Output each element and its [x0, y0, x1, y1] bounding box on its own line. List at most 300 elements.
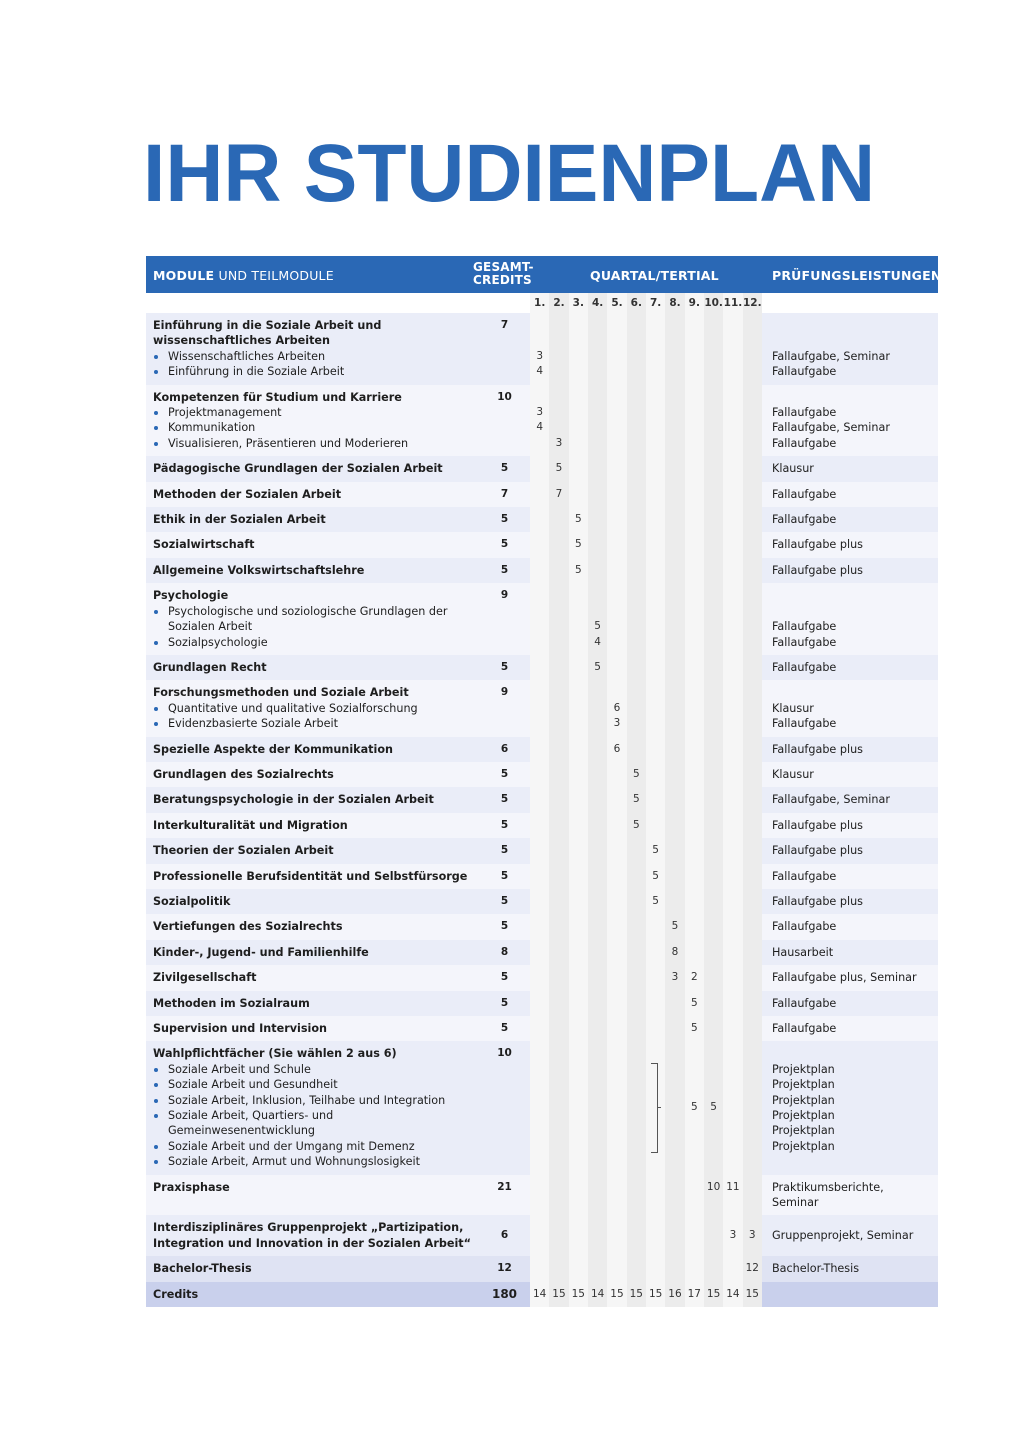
quarter-cell-12 — [743, 813, 762, 838]
spacer — [743, 1139, 762, 1154]
quarter-cell-1 — [530, 1041, 549, 1174]
quarter-credit: 4 — [536, 365, 543, 378]
spacer — [646, 635, 665, 650]
quarter-total: 17 — [685, 1282, 704, 1307]
quarter-cell-5 — [607, 813, 626, 838]
header-exams: PRÜFUNGSLEISTUNGEN — [772, 268, 942, 283]
module-name-cell — [146, 655, 479, 680]
spacer — [569, 1077, 588, 1092]
quarter-cell-4 — [588, 940, 607, 965]
quarter-cell-11 — [723, 1041, 742, 1174]
module-row — [146, 532, 938, 557]
quarter-cell-2 — [549, 532, 568, 557]
spacer — [723, 390, 742, 405]
module-exam: Fallaufgabe plus — [772, 563, 863, 577]
quarter-cell-8 — [665, 965, 684, 990]
header-modules-rest: UND TEILMODULE — [214, 268, 334, 283]
spacer — [743, 685, 762, 700]
spacer — [530, 588, 549, 603]
quarter-cell-3 — [569, 838, 588, 863]
spacer — [627, 420, 646, 435]
quarter-cell-7 — [646, 737, 665, 762]
quarter-cell-2 — [549, 914, 568, 939]
spacer — [723, 619, 742, 634]
quarter-cell-7 — [646, 864, 665, 889]
quarter-label: 8. — [665, 293, 684, 313]
quarter-cell-9 — [685, 914, 704, 939]
spacer — [723, 364, 742, 379]
spacer — [723, 1123, 742, 1138]
quarter-cell-12 — [743, 385, 762, 457]
submodule-name: Evidenzbasierte Soziale Arbeit — [153, 716, 472, 731]
spacer — [607, 436, 626, 451]
quarter-cell-8 — [665, 655, 684, 680]
spacer — [627, 1093, 646, 1108]
quarter-cell-8 — [665, 1041, 684, 1174]
quarter-total: 15 — [549, 1282, 568, 1307]
module-exam-cell — [762, 864, 938, 889]
module-row — [146, 558, 938, 583]
quarter-cell-10 — [704, 762, 723, 787]
spacer — [627, 436, 646, 451]
quarter-cell-6 — [627, 583, 646, 655]
module-credits: 12 — [479, 1256, 530, 1281]
quarter-cell-10 — [704, 1215, 723, 1256]
quarter-cell-3 — [569, 482, 588, 507]
quarter-cell-2 — [549, 940, 568, 965]
quarter-cell-11 — [723, 1175, 742, 1216]
quarter-cell-1 — [530, 940, 549, 965]
spacer — [549, 1046, 568, 1061]
quarter-cell-12 — [743, 864, 762, 889]
module-exam-cell — [762, 762, 938, 787]
quarter-cell-11 — [723, 914, 742, 939]
spacer — [607, 1139, 626, 1154]
table-body — [146, 293, 938, 1307]
quarter-cell-9 — [685, 1256, 704, 1281]
quarter-cell-8 — [665, 787, 684, 812]
quarter-credit: 5 — [652, 869, 659, 882]
module-credits: 10 — [479, 385, 530, 457]
spacer — [704, 436, 723, 451]
quarter-cell-11 — [723, 482, 742, 507]
totals-credits: 180 — [479, 1282, 530, 1307]
study-plan-table — [146, 256, 942, 1307]
spacer — [665, 318, 684, 333]
quarter-cell-6 — [627, 1175, 646, 1216]
spacer — [549, 701, 568, 716]
spacer — [685, 420, 704, 435]
spacer — [549, 1123, 568, 1138]
submodule-exam: Fallaufgabe, Seminar — [772, 421, 890, 435]
quarter-cell-6 — [627, 456, 646, 481]
spacer — [646, 716, 665, 731]
spacer — [569, 364, 588, 379]
module-row — [146, 813, 938, 838]
quarter-cell-8 — [665, 762, 684, 787]
quarter-cell-12 — [743, 583, 762, 655]
quarter-cell-6 — [627, 965, 646, 990]
quarter-cell-11 — [723, 456, 742, 481]
module-quarters — [530, 864, 762, 889]
quarter-cell-5 — [607, 655, 626, 680]
quarter-cell-7 — [646, 965, 665, 990]
quarter-cell-5 — [607, 940, 626, 965]
quarter-cell-11 — [723, 991, 742, 1016]
spacer — [685, 349, 704, 364]
spacer — [569, 716, 588, 731]
module-exam: Fallaufgabe — [772, 660, 837, 674]
quarter-label: 7. — [646, 293, 665, 313]
module-exam: Hausarbeit — [772, 945, 834, 959]
spacer — [723, 318, 742, 333]
quarter-cell-12 — [743, 914, 762, 939]
quarter-cell-3 — [569, 1175, 588, 1216]
quarter-cell-9 — [685, 737, 704, 762]
spacer — [607, 318, 626, 333]
spacer — [588, 1108, 607, 1123]
submodule-name: Wissenschaftliches Arbeiten — [153, 349, 472, 364]
spacer — [723, 1046, 742, 1061]
quarter-cell-4 — [588, 914, 607, 939]
quarter-cell-1 — [530, 1016, 549, 1041]
quarter-cell-7 — [646, 1256, 665, 1281]
module-exam: Fallaufgabe plus — [772, 742, 863, 756]
module-name-cell — [146, 1016, 479, 1041]
module-credits: 21 — [479, 1175, 530, 1216]
spacer — [704, 364, 723, 379]
quarter-cell-6 — [627, 507, 646, 532]
quarter-cell-12 — [743, 787, 762, 812]
module-title: Interkulturalität und Migration — [153, 818, 348, 832]
quarter-total: 15 — [704, 1282, 723, 1307]
module-quarters — [530, 889, 762, 914]
spacer — [665, 1093, 684, 1108]
quarter-cell-12 — [743, 507, 762, 532]
quarter-cell-2 — [549, 1016, 568, 1041]
module-row — [146, 1175, 938, 1216]
spacer — [743, 1077, 762, 1092]
quarter-cell-3 — [569, 655, 588, 680]
module-quarters — [530, 385, 762, 457]
quarter-cell-10 — [704, 558, 723, 583]
spacer — [588, 333, 607, 348]
quarter-cell-1 — [530, 864, 549, 889]
module-name-cell — [146, 558, 479, 583]
spacer — [530, 390, 549, 405]
quarter-cell-11 — [723, 737, 742, 762]
totals-quarters — [530, 1282, 762, 1307]
submodule-name: Einführung in die Soziale Arbeit — [153, 364, 472, 379]
module-row — [146, 313, 938, 385]
quarter-credit: 5 — [574, 513, 582, 526]
quarter-cell-12 — [743, 532, 762, 557]
quarter-cell-12 — [743, 558, 762, 583]
module-exam-cell — [762, 813, 938, 838]
quarter-cell-10 — [704, 313, 723, 385]
spacer — [549, 685, 568, 700]
module-name-cell — [146, 1175, 479, 1216]
module-title: Zivilgesellschaft — [153, 971, 257, 985]
quarter-cell-7 — [646, 1175, 665, 1216]
submodule-exam: Projektplan — [772, 1124, 835, 1138]
quarter-cell-4 — [588, 1016, 607, 1041]
quarter-cell-4 — [588, 1215, 607, 1256]
spacer — [704, 635, 723, 650]
module-quarters — [530, 787, 762, 812]
quarter-cell-3 — [569, 313, 588, 385]
numrow-blank — [762, 293, 938, 313]
spacer — [549, 405, 568, 420]
quarter-cell-5 — [607, 507, 626, 532]
module-credits: 5 — [479, 456, 530, 481]
spacer — [627, 685, 646, 700]
module-row — [146, 914, 938, 939]
module-exam-cell — [762, 655, 938, 680]
quarter-cell-7 — [646, 583, 665, 655]
module-name-cell — [146, 507, 479, 532]
quarter-cell-11 — [723, 838, 742, 863]
spacer — [685, 635, 704, 650]
quarter-cell-6 — [627, 940, 646, 965]
quarter-cell-6 — [627, 655, 646, 680]
module-title: Theorien der Sozialen Arbeit — [153, 844, 334, 858]
module-exam-cell — [762, 532, 938, 557]
module-quarters — [530, 482, 762, 507]
quarter-cell-2 — [549, 385, 568, 457]
quarter-label: 2. — [549, 293, 568, 313]
spacer — [607, 405, 626, 420]
quarter-cell-11 — [723, 655, 742, 680]
quarter-cell-9 — [685, 965, 704, 990]
submodule-exam: Projektplan — [772, 1062, 835, 1076]
spacer — [646, 436, 665, 451]
quarter-cell-7 — [646, 482, 665, 507]
module-credits: 9 — [479, 583, 530, 655]
module-exam-cell — [762, 1215, 938, 1256]
header-credits-line2: CREDITS — [473, 273, 532, 287]
spacer — [588, 405, 607, 420]
module-row — [146, 482, 938, 507]
module-title: Professionelle Berufsidentität und Selbstfürsorge — [153, 869, 468, 883]
spacer — [723, 1077, 742, 1092]
quarter-cell-4 — [588, 991, 607, 1016]
quarter-cell-2 — [549, 965, 568, 990]
module-exam-cell — [762, 456, 938, 481]
spacer — [549, 1062, 568, 1077]
submodule-name: Quantitative und qualitative Sozialforschung — [153, 701, 472, 716]
quarter-cell-3 — [569, 864, 588, 889]
spacer — [743, 1108, 762, 1123]
quarter-credit: 3 — [613, 717, 621, 730]
module-exam-cell — [762, 991, 938, 1016]
quarter-cell-3 — [569, 1215, 588, 1256]
quarter-credit: 5 — [594, 620, 601, 633]
module-row — [146, 1256, 938, 1281]
quarter-credit: 3 — [555, 436, 563, 449]
module-credits: 5 — [479, 655, 530, 680]
quarter-cell-8 — [665, 1175, 684, 1216]
module-quarters — [530, 940, 762, 965]
quarter-cell-1 — [530, 1215, 549, 1256]
quarter-cell-11 — [723, 532, 742, 557]
quarter-credit: 5 — [652, 844, 659, 857]
quarter-cell-1 — [530, 680, 549, 736]
module-exam: Fallaufgabe — [772, 487, 837, 501]
spacer — [665, 1123, 684, 1138]
submodule-exam: Fallaufgabe — [772, 620, 837, 634]
spacer — [627, 588, 646, 603]
spacer — [588, 390, 607, 405]
quarter-cell-9 — [685, 456, 704, 481]
quarter-cell-3 — [569, 583, 588, 655]
spacer — [627, 364, 646, 379]
module-credits: 5 — [479, 838, 530, 863]
spacer — [665, 349, 684, 364]
module-exam-cell — [762, 507, 938, 532]
module-quarters — [530, 507, 762, 532]
spacer — [665, 420, 684, 435]
spacer — [723, 333, 742, 348]
spacer — [743, 635, 762, 650]
quarter-cell-12 — [743, 940, 762, 965]
submodule-exam: Fallaufgabe — [772, 406, 837, 420]
spacer — [685, 364, 704, 379]
quarter-cell-7 — [646, 940, 665, 965]
submodule-exam: Fallaufgabe — [772, 436, 837, 450]
quarter-cell-12 — [743, 991, 762, 1016]
module-exam: Klausur — [772, 767, 814, 781]
quarter-cell-8 — [665, 680, 684, 736]
spacer — [627, 390, 646, 405]
quarter-cell-2 — [549, 507, 568, 532]
quarter-cell-8 — [665, 1256, 684, 1281]
quarter-cell-1 — [530, 889, 549, 914]
submodule-name: Soziale Arbeit und Schule — [153, 1062, 472, 1077]
quarter-cell-3 — [569, 914, 588, 939]
spacer — [588, 420, 607, 435]
module-credits: 6 — [479, 1215, 530, 1256]
spacer — [685, 318, 704, 333]
spacer — [588, 1123, 607, 1138]
quarter-cell-9 — [685, 787, 704, 812]
spacer — [530, 1062, 549, 1077]
quarter-cell-6 — [627, 385, 646, 457]
quarter-label: 5. — [607, 293, 626, 313]
spacer — [607, 1093, 626, 1108]
spacer — [646, 318, 665, 333]
quarter-label: 10. — [704, 293, 723, 313]
spacer — [723, 1108, 742, 1123]
quarter-cell-9 — [685, 889, 704, 914]
table-header — [146, 256, 942, 293]
submodule-name: Soziale Arbeit, Quartiers- und Gemeinwesenentwicklung — [153, 1108, 472, 1139]
quarter-cell-2 — [549, 991, 568, 1016]
module-exam-cell — [762, 313, 938, 385]
quarter-cell-3 — [569, 507, 588, 532]
quarter-cell-11 — [723, 313, 742, 385]
quarter-cell-5 — [607, 762, 626, 787]
numrow-blank — [146, 293, 479, 313]
module-exam-cell — [762, 385, 938, 457]
quarter-label: 6. — [627, 293, 646, 313]
quarter-cell-10 — [704, 914, 723, 939]
quarter-cell-4 — [588, 1256, 607, 1281]
spacer — [665, 1139, 684, 1154]
spacer — [723, 436, 742, 451]
spacer — [646, 390, 665, 405]
module-title: Einführung in die Soziale Arbeit und wissenschaftliches Arbeiten — [153, 319, 382, 348]
quarter-cell-3 — [569, 965, 588, 990]
quarter-cell-7 — [646, 507, 665, 532]
quarter-cell-11 — [723, 680, 742, 736]
quarter-cell-4 — [588, 737, 607, 762]
spacer — [588, 1093, 607, 1108]
quarter-cell-5 — [607, 482, 626, 507]
spacer — [569, 1062, 588, 1077]
quarter-cell-4 — [588, 507, 607, 532]
spacer — [549, 588, 568, 603]
quarter-cell-3 — [569, 558, 588, 583]
quarter-cell-8 — [665, 558, 684, 583]
module-exam: Fallaufgabe plus — [772, 894, 863, 908]
quarter-cell-1 — [530, 914, 549, 939]
quarter-cell-12 — [743, 313, 762, 385]
quarter-credit: 5 — [555, 462, 563, 475]
module-quarters — [530, 965, 762, 990]
module-credits: 5 — [479, 914, 530, 939]
spacer — [723, 701, 742, 716]
module-credits: 5 — [479, 532, 530, 557]
spacer — [569, 333, 588, 348]
quarter-cell-3 — [569, 813, 588, 838]
quarter-cell-8 — [665, 1215, 684, 1256]
module-row — [146, 787, 938, 812]
quarter-cell-8 — [665, 507, 684, 532]
spacer — [646, 364, 665, 379]
quarter-cell-4 — [588, 313, 607, 385]
spacer — [569, 635, 588, 650]
quarter-cell-7 — [646, 532, 665, 557]
quarter-cell-11 — [723, 1256, 742, 1281]
spacer — [549, 604, 568, 619]
spacer — [772, 390, 928, 405]
module-exam: Bachelor-Thesis — [772, 1262, 860, 1276]
quarter-cell-4 — [588, 583, 607, 655]
module-name-cell — [146, 1215, 479, 1256]
quarter-total: 14 — [588, 1282, 607, 1307]
quarter-cell-10 — [704, 1016, 723, 1041]
elective-quarter-credit: 5 — [710, 1101, 717, 1114]
module-quarters — [530, 914, 762, 939]
module-exam-cell — [762, 787, 938, 812]
module-exam-cell — [762, 680, 938, 736]
quarter-cell-3 — [569, 1016, 588, 1041]
spacer — [646, 333, 665, 348]
totals-label: Credits — [146, 1282, 479, 1307]
module-title: Beratungspsychologie in der Sozialen Arbeit — [153, 793, 434, 807]
module-row — [146, 507, 938, 532]
module-exam-cell — [762, 838, 938, 863]
quarter-cell-7 — [646, 558, 665, 583]
module-row — [146, 864, 938, 889]
quarter-cell-8 — [665, 532, 684, 557]
module-title: Pädagogische Grundlagen der Sozialen Arbeit — [153, 462, 443, 476]
submodule-name: Soziale Arbeit, Inklusion, Teilhabe und Integration — [153, 1093, 472, 1108]
quarter-cell-4 — [588, 787, 607, 812]
spacer — [569, 318, 588, 333]
quarter-total: 16 — [665, 1282, 684, 1307]
